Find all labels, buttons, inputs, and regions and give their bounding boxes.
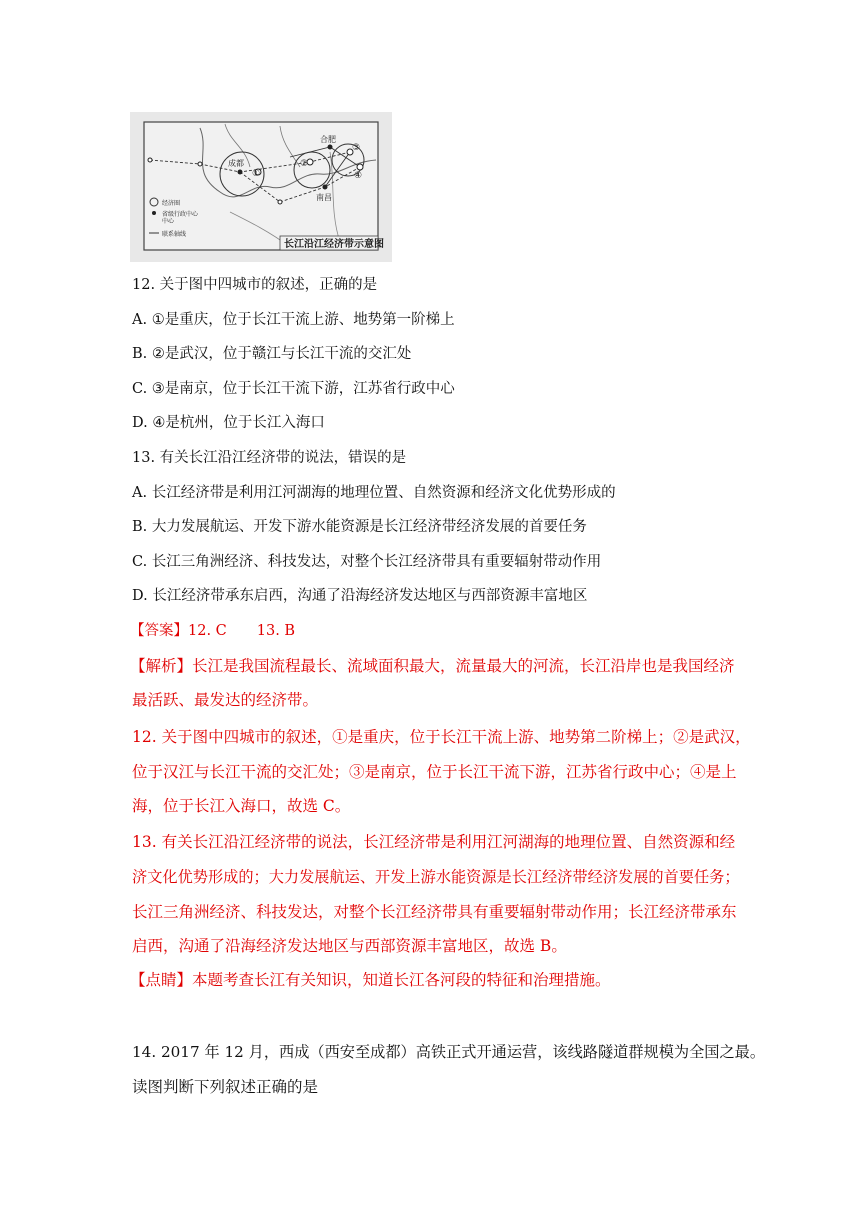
q12-option-a: A. ①是重庆，位于长江干流上游、地势第一阶梯上 [132, 312, 455, 328]
analysis-label: 【解析】 [130, 657, 193, 675]
q14-line-2: 读图判断下列叙述正确的是 [132, 1078, 319, 1096]
analysis-12-line-3: 海，位于长江入海口，故选 C。 [132, 797, 351, 815]
q13-stem: 13. 有关长江沿江经济带的说法，错误的是 [132, 450, 407, 466]
city-dot [357, 164, 363, 170]
q12-stem: 12. 关于图中四城市的叙述，正确的是 [132, 277, 378, 293]
comment-line [130, 970, 611, 990]
legend-dot-label: 省级行政中心 [162, 211, 199, 218]
q14-line-1: 14. 2017 年 12 月，西成（西安至成都）高铁正式开通运营，该线路隧道群规模为全国之最。 [132, 1043, 766, 1061]
city-dot [278, 200, 282, 204]
q13-option-b: B. 大力发展航运、开发下游水能资源是长江经济带经济发展的首要任务 [132, 519, 587, 535]
map-caption: 长江沿江经济带示意图 [284, 239, 384, 250]
map-label-nanchang: 南昌 [316, 193, 332, 202]
yangtze-economic-belt-map [130, 112, 392, 262]
answer-13: 13. B [256, 623, 296, 639]
q13-option-c: C. 长江三角洲经济、科技发达，对整个长江经济带具有重要辐射带动作用 [132, 554, 602, 570]
legend-dot-icon [152, 211, 156, 215]
analysis-13-line-4: 启西，沟通了沿海经济发达地区与西部资源丰富地区，故选 B。 [132, 937, 567, 955]
analysis-intro-1: 长江是我国流程最长、流域面积最大，流量最大的河流，长江沿岸也是我国经济 [192, 657, 735, 675]
q12-option-c: C. ③是南京，位于长江干流下游，江苏省行政中心 [132, 381, 455, 397]
legend-line-label: 联系轴线 [162, 231, 187, 238]
city-dot [238, 170, 243, 175]
map-label-hefei: 合肥 [320, 135, 336, 144]
city-dot [148, 158, 152, 162]
analysis-12-line-1: 12. 关于图中四城市的叙述，①是重庆，位于长江干流上游、地势第二阶梯上；②是武汉， [132, 728, 751, 746]
analysis-12-line-2: 位于汉江与长江干流的交汇处；③是南京，位于长江干流下游，江苏省行政中心；④是上 [132, 763, 737, 781]
q12-option-d: D. ④是杭州，位于长江入海口 [132, 415, 325, 431]
answer-12: 12. C [188, 623, 227, 639]
legend-dot-label-2: 中心 [162, 218, 175, 225]
comment-label: 【点睛】 [130, 971, 193, 989]
map-label-1: ① [252, 169, 261, 179]
legend-circle-label: 经济圈 [162, 200, 181, 207]
analysis-line-1 [130, 656, 735, 676]
comment-text: 本题考查长江有关知识，知道长江各河段的特征和治理措施。 [192, 971, 611, 989]
city-dot [198, 162, 202, 166]
map-label-2: ② [300, 159, 309, 169]
q13-option-d: D. 长江经济带承东启西，沟通了沿海经济发达地区与西部资源丰富地区 [132, 588, 588, 604]
map-label-chengdu: 成都 [228, 159, 244, 168]
answer-line [130, 621, 295, 641]
q13-option-a: A. 长江经济带是利用江河湖海的地理位置、自然资源和经济文化优势形成的 [132, 485, 616, 501]
city-dot [328, 145, 333, 150]
answer-label: 【答案】 [130, 623, 188, 639]
city-dot [323, 185, 328, 190]
analysis-13-line-2: 济文化优势形成的；大力发展航运、开发上游水能资源是长江经济带经济发展的首要任务； [132, 868, 740, 886]
q12-option-b: B. ②是武汉，位于赣江与长江干流的交汇处 [132, 346, 412, 362]
analysis-13-line-1: 13. 有关长江沿江经济带的说法，长江经济带是利用江河湖海的地理位置、自然资源和经 [132, 833, 736, 851]
map-label-3: ③ [352, 143, 361, 153]
map-label-4: ④ [354, 171, 363, 181]
analysis-13-line-3: 长江三角洲经济、科技发达，对整个长江经济带具有重要辐射带动作用；长江经济带承东 [132, 903, 737, 921]
analysis-intro-2: 最活跃、最发达的经济带。 [132, 691, 319, 709]
